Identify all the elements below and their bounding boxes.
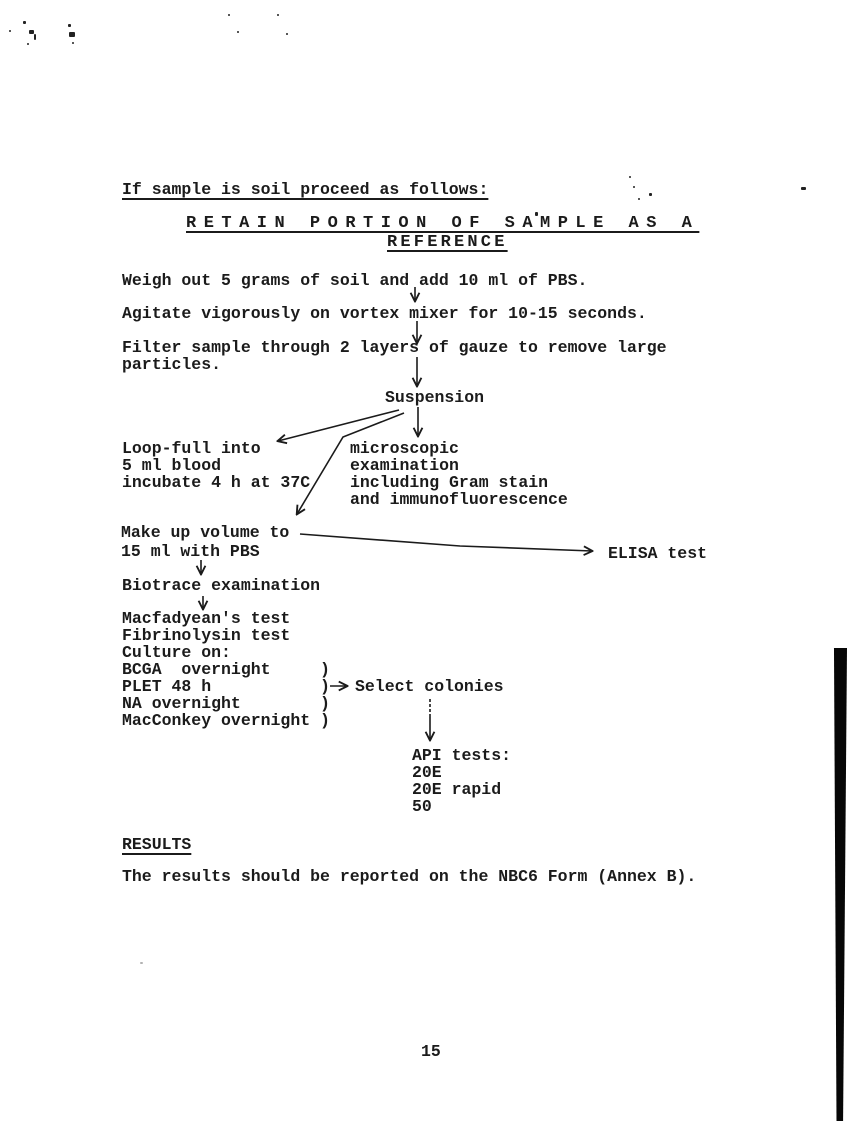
- api-line-4: 50: [412, 797, 432, 816]
- scan-speck: [638, 198, 640, 200]
- scan-speck: [72, 42, 74, 44]
- api-line-1: API tests:: [412, 746, 512, 765]
- scan-speck: [140, 962, 143, 964]
- micro-branch-line-3: including Gram stain: [350, 473, 549, 492]
- scan-speck: [801, 187, 806, 190]
- scan-speck: [286, 33, 288, 35]
- micro-branch-line-2: examination: [350, 456, 459, 475]
- scan-speck: [23, 21, 26, 24]
- step-filter-2: particles.: [122, 355, 222, 374]
- arrow-to-elisa-icon: [300, 534, 592, 551]
- scan-speck: [34, 34, 36, 40]
- scan-speck: [633, 186, 635, 188]
- loop-branch-line-3: incubate 4 h at 37C: [122, 473, 311, 492]
- scan-speck: [69, 32, 75, 37]
- culture-bracket: ): [320, 677, 330, 696]
- micro-branch-line-4: and immunofluorescence: [350, 490, 568, 509]
- scan-speck: [68, 24, 71, 27]
- scan-speck: [629, 176, 631, 178]
- scan-edge-bar: [833, 648, 847, 1121]
- api-line-3: 20E rapid: [412, 780, 502, 799]
- elisa-label: ELISA test: [608, 544, 708, 563]
- results-heading: RESULTS: [122, 835, 192, 854]
- makeup-line-1: Make up volume to: [121, 523, 290, 542]
- select-colonies-label: Select colonies: [355, 677, 504, 696]
- culture-medium-na: NA overnight: [122, 694, 241, 713]
- test-line-fibrinolysin: Fibrinolysin test: [122, 626, 291, 645]
- scan-speck: [228, 14, 230, 16]
- results-text: The results should be reported on the NBC6 Form (Annex B).: [122, 867, 697, 886]
- makeup-line-2: 15 ml with PBS: [121, 542, 260, 561]
- heading-line-2: REFERENCE: [387, 233, 508, 252]
- scan-speck: [277, 14, 279, 16]
- micro-branch-line-1: microscopic: [350, 439, 459, 458]
- intro-line: If sample is soil proceed as follows:: [122, 180, 489, 199]
- culture-bracket: ): [320, 694, 330, 713]
- culture-medium-bcga: BCGA overnight: [122, 660, 271, 679]
- api-line-2: 20E: [412, 763, 442, 782]
- culture-bracket: ): [320, 711, 330, 730]
- step-agitate: Agitate vigorously on vortex mixer for 10-15 seconds.: [122, 304, 647, 323]
- biotrace-label: Biotrace examination: [122, 576, 321, 595]
- heading-line-1: RETAIN PORTION OF SAMPLE AS A: [186, 214, 700, 233]
- test-line-culture-on: Culture on:: [122, 643, 231, 662]
- test-line-macfadyean: Macfadyean's test: [122, 609, 291, 628]
- page-number: 15: [421, 1042, 441, 1061]
- culture-medium-macconkey: MacConkey overnight: [122, 711, 311, 730]
- arrow-to-loop-branch-icon: [278, 410, 399, 441]
- loop-branch-line-1: Loop-full into: [122, 439, 261, 458]
- step-weigh: Weigh out 5 grams of soil and add 10 ml of PBS.: [122, 271, 588, 290]
- scan-speck: [649, 193, 652, 196]
- culture-bracket: ): [320, 660, 330, 679]
- scan-speck: [237, 31, 239, 33]
- step-filter-1: Filter sample through 2 layers of gauze to remove large: [122, 338, 667, 357]
- loop-branch-line-2: 5 ml blood: [122, 456, 222, 475]
- scan-speck: [9, 30, 11, 32]
- culture-medium-plet: PLET 48 h: [122, 677, 212, 696]
- suspension-label: Suspension: [385, 388, 485, 407]
- scan-speck: [27, 43, 29, 45]
